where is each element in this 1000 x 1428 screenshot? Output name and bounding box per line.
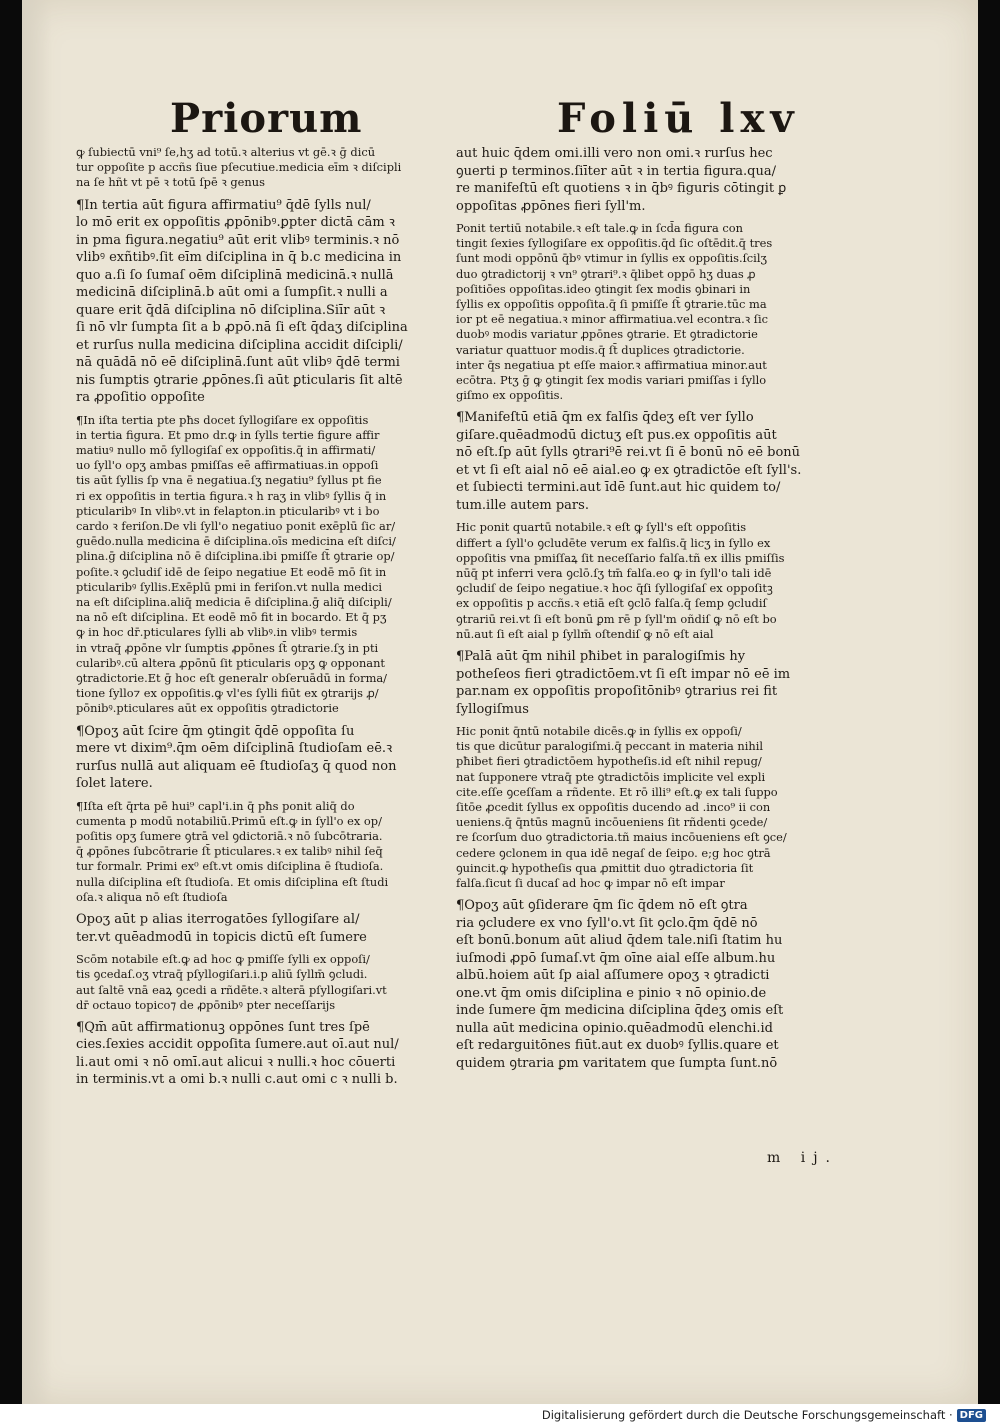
text-line: na ſe hñt vt pē ꝛ totū ſpē ꝛ genus [76,175,265,190]
text-line: ri ex oppoſitis in tertia figura.ꝛ h raʒ in vlibꝰ ſyllis q̄ in [76,488,387,503]
text-line: li.aut omi ꝛ nō omī.aut alicui ꝛ nulli.ꝛ hoc cōuerti [76,1054,396,1070]
text-line: giſare.quēadmodū dictuʒ eſt pus.ex oppoſitis aūt [456,427,777,443]
text-line: variatur quattuor modis.q̄ ſt̄ duplices ꝯtradictorie. [456,342,745,357]
text-line: tur formalr. Primi ex⁰ eſt.vt omis diſciplina ē ſtudioſa. [76,859,384,874]
text-line: nulla diſciplina eſt ſtudioſa. Et omis diſciplina eſt ſtudi [76,874,389,889]
text-line: matiuꝰ nullo mō ſyllogiſaſ ex oppoſitis.q̄ in affirmati/ [76,443,376,458]
text-line: et ſubiecti termini.aut īdē ſunt.aut hic quidem to/ [456,480,781,496]
text-line: medicinā diſciplinā.b aūt omi a ſumpſit.ꝛ nulli a [76,285,388,301]
scan-border-left [0,0,22,1404]
text-line: q̄ ꝓpōnes ſubcōtrarie ſt̄ pticulares.ꝛ ex talibꝰ nihil ſeq̄ [76,844,383,859]
text-line: ecōtra. Ptʒ ḡ ꝙ ꝯtingit ſex modis variari pmiſſas i ſyllo [456,373,767,388]
text-line: in vtraq̄ ꝓpōne vlr ſumptis ꝓpōnes ſt̄ ꝯtrarie.ſʒ in pti [76,640,379,655]
text-line: dr̄ octauo topico⁊ de ꝓpōnibꝰ pter neceſſarijs [76,997,336,1012]
commentary-paragraph [76,952,446,1013]
text-line: quare erit q̄dā diſciplina nō diſciplina.Siīr aūt ꝛ [76,302,386,318]
text-line: guēdo.nulla medicina ē diſciplina.oīs medicina eſt diſci/ [76,534,396,549]
text-line: cite.eſſe ꝯceſſam a rñdente. Et rō illi⁹ eſt.ꝙ ex tali ſuppo [456,784,778,799]
text-line: re manifeſtū eſt quotiens ꝛ in q̄bꝰ figuris cōtingit ꝑ [456,181,787,196]
text-line: ¶Palā aūt q̄m nihil pħibet in paralogiſmis hy [456,649,746,665]
text-line: ¶In iſta tertia pte pħs docet ſyllogiſare ex oppoſitis [76,412,369,427]
text-line: differt a ſyll'o ꝯcludēte verum ex falſis.q̄ licʒ in ſyllo ex [456,535,771,550]
text-line: re ſcorſum duo ꝯtradictoria.tñ maius incōueniens eſt ꝯce/ [456,830,787,845]
text-line: Scōm notabile eſt.ꝙ ad hoc ꝙ pmiſſe ſylli ex oppoſi/ [76,952,370,967]
text-line: quidem ꝯtraria ꝑm varitatem que ſumpta ſunt.nō [456,1055,778,1071]
lemma-paragraph [456,145,841,215]
text-line: Hic ponit quartū notabile.ꝛ eſt ꝙ ſyll's eſt oppoſitis [456,520,747,535]
dfg-logo: DFG [957,1409,986,1422]
text-line: duo ꝯtradictorij ꝛ vn⁹ ꝯtrari⁹.ꝛ q̄libet oppō hʒ duas ꝓ [456,266,756,281]
text-line: nat ſupponere vtraq̄ pte ꝯtradictōis implicite vel expli [456,769,766,784]
text-line: rurſus nullā aut aliquam eē ſtudioſaʒ q̄ quod non [76,758,397,774]
text-line: ꝯtradictorie.Et ḡ hoc eſt generalr obſeruādū in forma/ [76,671,388,686]
text-line: ꝯuerti p terminos.ſiīter aūt ꝛ in tertia figura.qua/ [456,163,777,179]
text-line: nō eſt.ſp aūt ſylls ꝯtrari⁹ē rei.vt ſi ē bonū nō eē bonū [456,445,801,461]
text-line: et rurſus nulla medicina diſciplina accidit diſcipli/ [76,337,403,353]
text-line: mere vt dixim⁹.q̄m oēm diſciplinā ſtudioſam eē.ꝛ [76,741,393,757]
text-line: cardo ꝛ feriſon.De vli ſyll'o negatiuo ponit exēplū ſic ar/ [76,519,396,534]
text-line: poſitis opʒ ſumere ꝯtrā vel ꝯdictoriā.ꝛ nō ſubcōtraria. [76,829,383,844]
lemma-paragraph [76,723,446,793]
text-line: nūq̄ pt inferri vera ꝯclō.ſʒ tm̄ falſa.eo ꝙ in ſyll'o tali idē [456,566,772,581]
text-line: ꝙ ſubiectū vni⁹ ſe,hʒ ad totū.ꝛ alterius vt gē.ꝛ ḡ dicū [76,145,376,159]
commentary-paragraph [456,520,841,642]
text-line: tione ſyllo⁊ ex oppoſitis.ꝙ vl'es ſylli fiūt ex ꝯtrarijs ꝓ/ [76,686,379,701]
text-line: ueniens.q̄ q̄ntūs magnū incōueniens ſit rñdenti ꝯcede/ [456,815,768,830]
signature-mark: m ij. [767,1150,838,1166]
text-line: pōnibꝰ.pticulares aūt ex oppoſitis ꝯtradictorie [76,701,339,716]
lemma-paragraph [76,1019,446,1089]
text-line: oſa.ꝛ aliqua nō eſt ſtudioſa [76,889,228,904]
text-line: quo a.ſi ſo ſumaſ oēm diſciplinā medicinā.ꝛ nullā [76,267,394,283]
text-line: cumenta p modū notabiliū.Primū eſt.ꝙ in ſyll'o ex op/ [76,813,382,828]
text-line: ra ꝓpoſitio oppoſite [76,390,205,406]
text-column-left [76,145,446,1095]
text-line: ꝯcludiſ de ſeipo negatiue.ꝛ hoc q̄ſi ſyllogiſaſ ex oppoſitꝫ [456,581,773,596]
text-line: nulla aūt medicina opinio.quēadmodū elenchi.id [456,1020,773,1036]
text-line: poſitiōes oppoſitas.ideo ꝯtingit ſex modis ꝯbinari in [456,281,751,296]
text-line: par.nam ex oppoſitis propoſitōnibꝰ ꝯtrarius rei fit [456,684,778,700]
text-line: aut ſaltē vnā eaꝝ ꝯcedi a rñdēte.ꝛ alterā pſyllogiſari.vt [76,982,387,997]
text-line: ¶Opoʒ aūt ſcire q̄m ꝯtingit q̄dē oppoſita ſu [76,723,355,739]
text-line: cedere ꝯclonem in qua idē negaſ de ſeipo. e;g hoc ꝯtrā [456,845,771,860]
text-line: tur oppoſite p accñs ſiue pſecutiue.medicia eīm ꝛ diſcipli [76,160,402,175]
text-line: in tertia figura. Et pmo dr.ꝙ in ſylls tertie figure affir [76,427,380,442]
text-column-right [456,145,841,1078]
text-line: poſite.ꝛ ꝯcludiſ idē de ſeipo negatiue Et eodē mō ſit in [76,564,387,579]
text-line: lo mō erit ex oppoſitis ꝓpōnibꝰ.ꝑpter dictā cām ꝛ [76,215,395,231]
lemma-paragraph [76,911,446,946]
text-line: ¶Opoʒ aūt ꝯſiderare q̄m ſic q̄dem nō eſt ꝯtra [456,898,748,914]
text-line: ſolet latere. [76,776,153,792]
text-line: ꝙ in hoc dr̄.pticulares ſylli ab vlibꝰ.in vlibꝰ termis [76,625,358,640]
text-line: ter.vt quēadmodū in topicis dictū eſt ſumere [76,929,367,945]
text-line: one.vt q̄m omis diſciplina e pinio ꝛ nō opinio.de [456,985,767,1001]
text-line: oppoſitis vna pmiſſaꝝ ſit neceſſario falſa.tñ ex illis pmiſſis [456,550,785,565]
text-line: eſt redarguitōnes fiūt.aut ex duobꝰ ſyllis.quare et [456,1038,779,1054]
page-gutter-shadow [22,0,52,1404]
text-line: nū.aut ſi eſt aial p ſyllm̄ oſtendiſ ꝙ nō eſt aial [456,626,714,641]
funding-credit [542,1408,986,1422]
text-line: in terminis.vt a omi b.ꝛ nulli c.aut omi c ꝛ nulli b. [76,1072,398,1088]
text-line: pħibet fieri ꝯtradictōem hypotheſis.id eſt nihil repug/ [456,754,762,769]
scan-border-right [978,0,1000,1404]
text-line: in pma figura.negatiu⁹ aūt erit vlibꝰ terminis.ꝛ nō [76,232,400,248]
text-line: nis ſumptis ꝯtrarie ꝓpōnes.ſi aūt ꝑticularis ſit altē [76,372,403,388]
text-line: ior pt eē negatiua.ꝛ minor affirmatiua.vel econtra.ꝛ ſic [456,312,768,327]
lemma-paragraph [456,409,841,514]
text-line: Ponit tertiū notabile.ꝛ eſt tale.ꝙ in ſcd̄a figura con [456,221,743,235]
text-line: plina.ḡ diſciplina nō ē diſciplina.ibi pmiſſe ſt̄ ꝯtrarie op/ [76,549,395,564]
text-line: duobꝰ modis variatur ꝓpōnes ꝯtrarie. Et ꝯtradictorie [456,327,758,342]
text-line: et vt ſi eſt aial nō eē aial.eo ꝙ ex ꝯtradictōe eſt ſyll's. [456,462,802,478]
lemma-paragraph [456,648,841,718]
commentary-paragraph [76,799,446,905]
text-line: ſitōe ꝓcedit ſyllus ex oppoſitis ducendo ad .inco⁹ ii con [456,800,771,815]
commentary-paragraph [456,724,841,891]
text-line: inter q̄s negatiua pt eſſe maior.ꝛ affirmatiua minor.aut [456,357,767,372]
text-line: vlibꝰ exñtibꝰ.ſit eīm diſciplina in q̄ b.c medicina in [76,250,402,266]
text-line: falſa.ſicut ſi ducaſ ad hoc ꝙ impar nō eſt impar [456,876,725,891]
commentary-paragraph [76,145,446,191]
text-line: ¶Qm̄ aūt affirmationuꝫ oppōnes ſunt tres ſpē [76,1019,370,1035]
text-line: giſmo ex oppoſitis. [456,388,564,403]
text-line: aut huic q̄dem omi.illi vero non omi.ꝛ rurſus hec [456,146,773,161]
lemma-paragraph [76,197,446,407]
text-line: Opoʒ aūt p alias iterrogatōes ſyllogiſare al/ [76,912,360,928]
commentary-paragraph [76,413,446,717]
text-line: tis que dicūtur paralogiſmi.q̄ peccant in materia nihil [456,739,763,754]
text-line: iuſmodi ꝓpō ſumaſ.vt q̄m oīne aial eſſe album.hu [456,950,776,966]
running-head-left: Priorum [170,95,363,142]
text-line: inde ſumere q̄m medicina diſciplina q̄deʒ omis eſt [456,1003,784,1019]
commentary-paragraph [456,221,841,403]
book-page [22,0,978,1404]
text-line: tis aūt ſyllis ſp vna ē negatiua.ſʒ negatiu⁹ ſyllus pt fie [76,473,382,488]
text-line: tum.ille autem pars. [456,497,589,513]
text-line: nā quādā nō eē diſciplinā.ſunt aūt vlibꝰ q̄dē termi [76,355,400,371]
text-line: oppoſitas ꝓpōnes fieri ſyll'm. [456,198,646,214]
text-line: tingit ſexies ſyllogiſare ex oppoſitis.q̄d ſic oſtēdit.q̄ tres [456,236,773,251]
text-line: ſyllis ex oppoſitis oppoſita.q̄ ſi pmiſſe ſt̄ ꝯtrarie.tūc ma [456,297,767,312]
text-line: uo ſyll'o opʒ ambas pmiſſas eē affirmatiuas.in oppoſi [76,458,379,473]
text-line: na eſt diſciplina.aliq̄ medicia ē diſciplina.ḡ aliq̄ diſcipli/ [76,595,392,610]
text-line: ¶In tertia aūt figura affirmatiu⁹ q̄dē ſylls nul/ [76,197,371,213]
text-line: potheſeos fieri ꝯtradictōem.vt ſi eſt impar nō eē im [456,666,791,682]
text-line: ex oppoſitis p accñs.ꝛ etiā eſt ꝯclō falſa.q̄ ſemp ꝯcludiſ [456,596,767,611]
text-line: ꝯuincit.ꝙ hypotheſis qua ꝓmittit duo ꝯtradictoria ſit [456,860,754,875]
text-line: eſt bonū.bonum aūt aliud q̄dem tale.niſi ſtatim hu [456,933,783,949]
text-line: pticularibꝰ In vlibꝰ.vt in felapton.in pticularibꝰ vt i bo [76,503,380,518]
running-head-right: Foliū lxv [557,95,800,142]
credit-text: Digitalisierung gefördert durch die Deutsche Forschungsgemeinschaft · [541,1408,953,1422]
lemma-paragraph [456,897,841,1072]
text-line: albū.hoiem aūt ſp aial aſſumere opoʒ ꝛ ꝯtradicti [456,968,770,984]
text-line: cularibꝰ.cū altera ꝓpōnū ſit pticularis opʒ ꝙ opponant [76,655,386,670]
text-line: ¶Iſta eſt q̄rta pē hui⁹ capl'i.in q̄ pħs ponit aliq̄ do [76,798,355,813]
text-line: ¶Manifeſtū etiā q̄m ex falſis q̄deʒ eſt ver ſyllo [456,410,754,426]
text-line: ſyllogiſmus [456,701,529,717]
text-line: ꝯtrariū rei.vt ſi eſt bonū ꝑm rē p ſyll'm oñdiſ ꝙ nō eſt bo [456,611,777,626]
text-line: pticularibꝰ ſyllis.Exēplū pmi in feriſon.vt nulla medici [76,579,382,594]
text-line: na nō eſt diſciplina. Et eodē mō fit in bocardo. Et q̄ pʒ [76,610,387,625]
text-line: Hic ponit q̄ntū notabile dicēs.ꝙ in ſyllis ex oppoſi/ [456,724,742,739]
credit-bar [0,1404,1000,1428]
text-line: ſunt modi oppōnū q̄bꝰ vtimur in ſyllis ex oppoſitis.ſcilʒ [456,251,767,266]
text-line: ſi nō vlr ſumpta ſit a b ꝓpō.nā ſi eſt q̄daʒ diſciplina [76,320,408,336]
text-line: ria ꝯcludere ex vno ſyll'o.vt ſit ꝯclo.q̄m q̄dē nō [456,915,758,931]
text-line: tis ꝯcedaſ.oʒ vtraq̄ pſyllogiſari.i.p aliū ſyllm̄ ꝯcludi. [76,967,368,982]
text-line: cies.ſexies accidit oppoſita ſumere.aut oī.aut nul/ [76,1037,399,1053]
